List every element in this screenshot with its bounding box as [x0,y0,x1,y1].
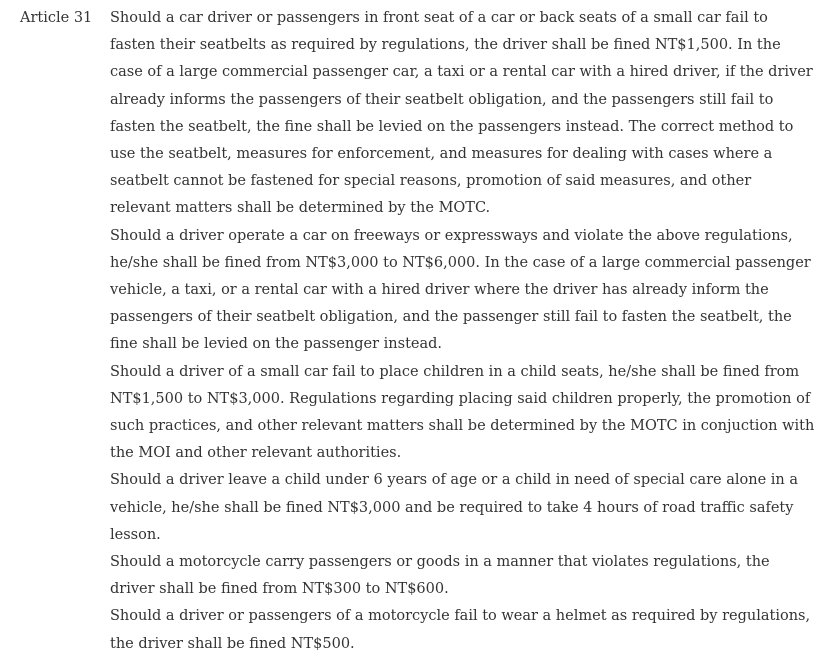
article-label: Article 31 [20,10,93,26]
paragraph-child-seat: Should a driver of a small car fail to place children in a child seats, he/she shall be fined from NT$1,500 to NT$3,000. Regulations regarding placing said children properly, the promotion of such practices, and other relevant matters shall be determined by the MOTC in conjuction with the MOI and other relevant authorities. [110,363,815,462]
paragraph-child-alone: Should a driver leave a child under 6 years of age or a child in need of special care alone in a vehicle, he/she shall be fined NT$3,000 and be required to take 4 hours of road traffic safety lesson. [110,472,798,543]
paragraph-motorcycle-helmet: Should a driver or passengers of a motorcycle fail to wear a helmet as required by regulations, the driver shall be fined NT$500. [110,608,811,652]
article-body [110,5,815,658]
paragraph-seatbelt-freeway: Should a driver operate a car on freeways or expressways and violate the above regulations, he/she shall be fined from NT$3,000 to NT$6,000. In the case of a large commercial passenger vehicle, a taxi, or a rental car with a hired driver where the driver has already inform the passengers of their seatbelt obligation, and the passenger still fail to fasten the seatbelt, the fine shall be levied on the passenger instead. [110,227,811,353]
paragraph-seatbelt-general: Should a car driver or passengers in front seat of a car or back seats of a small car fail to fasten their seatbelts as required by regulations, the driver shall be fined NT$1,500. In the case of a large commercial passenger car, a taxi or a rental car with a hired driver, if the driver already informs the passengers of their seatbelt obligation, and the passengers still fail to fasten the seatbelt, the fine shall be levied on the passengers instead. The correct method to use the seatbelt, measures for enforcement, and measures for dealing with cases where a seatbelt cannot be fastened for special reasons, promotion of said measures, and other relevant matters shall be determined by the MOTC. [110,10,813,217]
paragraph-motorcycle-load: Should a motorcycle carry passengers or goods in a manner that violates regulations, the driver shall be fined from NT$300 to NT$600. [110,554,770,598]
